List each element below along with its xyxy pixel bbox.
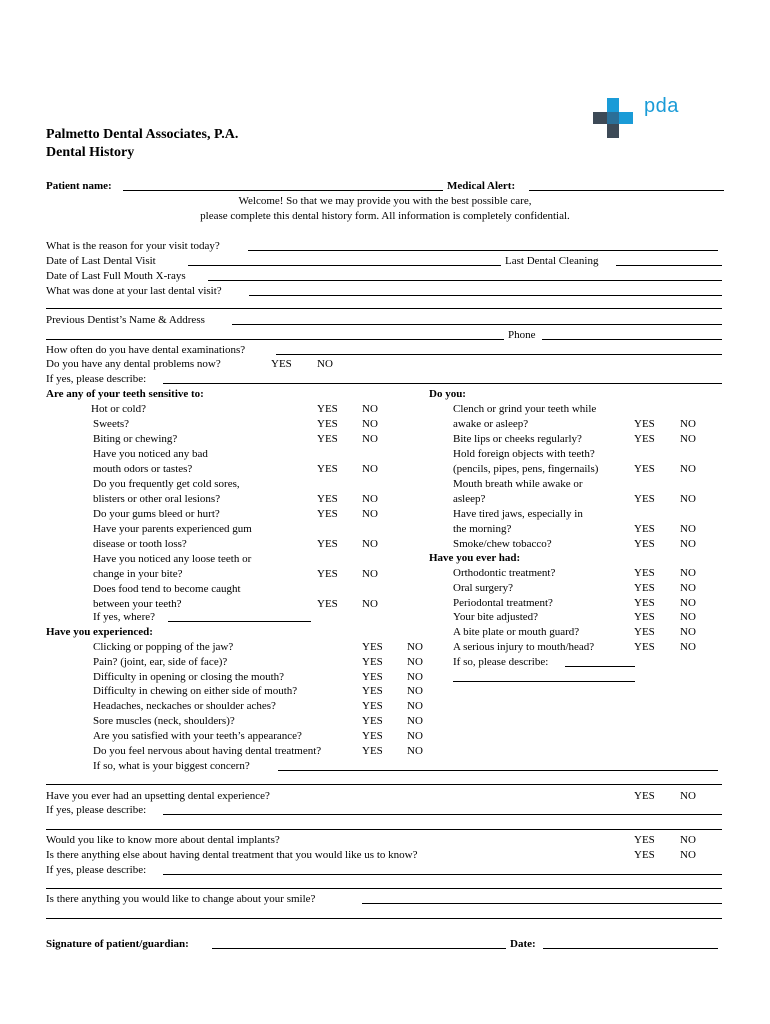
experienced-item-yes[interactable]: YES — [362, 744, 383, 757]
last-xrays-field[interactable] — [208, 280, 722, 281]
experienced-item-no[interactable]: NO — [407, 655, 423, 668]
patient-name-label: Patient name: — [46, 180, 112, 192]
phone-label: Phone — [508, 329, 536, 341]
last-done-field-2[interactable] — [46, 308, 722, 309]
problems-describe-label: If yes, please describe: — [46, 373, 147, 385]
medical-alert-field[interactable] — [529, 190, 724, 191]
do-you-item-yes[interactable]: YES — [634, 433, 655, 445]
sensitive-item-label: change in your bite? — [93, 568, 183, 580]
experienced-item-label: Sore muscles (neck, shoulders)? — [93, 715, 235, 727]
do-you-item-label: awake or asleep? — [453, 418, 529, 430]
date-field[interactable] — [543, 948, 718, 949]
change-smile-label: Is there anything you would like to change about your smile? — [46, 893, 316, 905]
sensitive-item-no[interactable]: NO — [362, 493, 378, 505]
last-cleaning-label: Last Dental Cleaning — [505, 255, 599, 267]
implants-label: Would you like to know more about dental implants? — [46, 834, 280, 846]
do-you-heading: Do you: — [429, 388, 466, 400]
experienced-item-label: Pain? (joint, ear, side of face)? — [93, 655, 228, 668]
concern-field-2[interactable] — [46, 784, 722, 785]
ever-had-item-no[interactable]: NO — [680, 641, 696, 653]
implants-no[interactable]: NO — [680, 834, 696, 846]
sensitive-item-no[interactable]: NO — [362, 568, 378, 580]
anything-else-describe-field[interactable] — [163, 874, 722, 875]
do-you-item-label: Smoke/chew tobacco? — [453, 538, 552, 550]
sensitive-heading: Are any of your teeth sensitive to: — [46, 388, 204, 400]
problems-now-yes[interactable]: YES — [271, 358, 292, 370]
sensitive-item-no[interactable]: NO — [362, 403, 378, 415]
last-xrays-label: Date of Last Full Mouth X-rays — [46, 270, 186, 282]
medical-alert-label: Medical Alert: — [447, 180, 516, 192]
concern-field[interactable] — [278, 770, 718, 771]
ever-had-item-label: Periodontal treatment? — [453, 596, 553, 609]
sensitive-item-label: Have your parents experienced gum — [93, 523, 252, 535]
do-you-item-label: Clench or grind your teeth while — [453, 403, 597, 415]
if-yes-where-label: If yes, where? — [93, 611, 155, 623]
experienced-item-no[interactable]: NO — [407, 744, 423, 757]
upsetting-no[interactable]: NO — [680, 790, 696, 802]
ever-had-item-no[interactable]: NO — [680, 581, 696, 594]
ever-had-item-no[interactable]: NO — [680, 611, 696, 624]
experienced-item-yes[interactable]: YES — [362, 670, 383, 683]
experienced-item-label: Are you satisfied with your teeth’s appearance? — [93, 729, 302, 742]
ever-had-item-label: Orthodontic treatment? — [453, 567, 556, 579]
welcome-line-2: please complete this dental history form. All information is completely confidential. — [200, 210, 570, 222]
sensitive-item-yes[interactable]: YES — [317, 598, 338, 610]
sensitive-item-label: blisters or other oral lesions? — [93, 493, 221, 505]
experienced-item-no[interactable]: NO — [407, 729, 423, 742]
experienced-item-yes[interactable]: YES — [362, 729, 383, 742]
sensitive-item-label: disease or tooth loss? — [93, 538, 187, 550]
experienced-item-label: Difficulty in chewing on either side of mouth? — [93, 685, 298, 698]
last-cleaning-field[interactable] — [616, 265, 722, 266]
upsetting-yes[interactable]: YES — [634, 790, 655, 802]
form-title: Dental History — [46, 145, 135, 160]
ever-had-item-no[interactable]: NO — [680, 626, 696, 639]
problems-now-label: Do you have any dental problems now? — [46, 358, 221, 370]
change-smile-field[interactable] — [362, 903, 722, 904]
patient-name-field[interactable] — [123, 190, 443, 191]
experienced-item-yes[interactable]: YES — [362, 655, 383, 668]
reason-field[interactable] — [248, 250, 718, 251]
do-you-item-no[interactable]: NO — [680, 538, 696, 550]
date-label: Date: — [510, 938, 536, 950]
experienced-item-no[interactable]: NO — [407, 715, 423, 727]
prev-dentist-field-2[interactable] — [46, 339, 504, 340]
experienced-item-label: Do you feel nervous about having dental treatment? — [93, 744, 322, 757]
sensitive-item-yes[interactable]: YES — [317, 508, 338, 520]
sensitive-item-label: mouth odors or tastes? — [93, 463, 193, 475]
last-visit-field[interactable] — [188, 265, 501, 266]
experienced-item-no[interactable]: NO — [407, 670, 423, 683]
logo-text: pda — [644, 95, 679, 117]
sensitive-item-yes[interactable]: YES — [317, 433, 338, 445]
prev-dentist-label: Previous Dentist’s Name & Address — [46, 314, 205, 326]
sensitive-item-label: Does food tend to become caught — [93, 583, 241, 595]
experienced-item-no[interactable]: NO — [407, 700, 423, 713]
welcome-line-1: Welcome! So that we may provide you with the best possible care, — [238, 195, 532, 207]
ever-had-item-yes[interactable]: YES — [634, 611, 655, 624]
do-you-item-label: asleep? — [453, 493, 486, 505]
sensitive-item-yes[interactable]: YES — [317, 538, 338, 550]
do-you-item-label: (pencils, pipes, pens, fingernails) — [453, 463, 599, 475]
problems-describe-field[interactable] — [163, 383, 722, 384]
signature-label: Signature of patient/guardian: — [46, 938, 189, 950]
sensitive-item-label: Do your gums bleed or hurt? — [93, 508, 220, 520]
experienced-item-yes[interactable]: YES — [362, 641, 383, 653]
phone-field[interactable] — [542, 339, 722, 340]
ever-had-item-yes[interactable]: YES — [634, 596, 655, 609]
concern-label: If so, what is your biggest concern? — [93, 760, 250, 772]
signature-field[interactable] — [212, 948, 506, 949]
experienced-item-yes[interactable]: YES — [362, 685, 383, 698]
how-often-label: How often do you have dental examinations? — [46, 344, 246, 356]
sensitive-item-no[interactable]: NO — [362, 598, 378, 610]
do-you-item-label: the morning? — [453, 523, 512, 535]
do-you-item-no[interactable]: NO — [680, 463, 696, 475]
do-you-item-no[interactable]: NO — [680, 493, 696, 505]
ever-had-item-no[interactable]: NO — [680, 596, 696, 609]
ever-had-item-yes[interactable]: YES — [634, 641, 655, 653]
sensitive-item-no[interactable]: NO — [362, 433, 378, 445]
experienced-item-no[interactable]: NO — [407, 641, 423, 653]
ever-had-item-yes[interactable]: YES — [634, 626, 655, 639]
experienced-item-label: Clicking or popping of the jaw? — [93, 641, 234, 653]
change-smile-field-2[interactable] — [46, 918, 722, 919]
upsetting-describe-field[interactable] — [163, 814, 722, 815]
do-you-item-yes[interactable]: YES — [634, 523, 655, 535]
pda-logo-icon — [593, 98, 633, 138]
ever-had-item-no[interactable]: NO — [680, 567, 696, 579]
do-you-item-yes[interactable]: YES — [634, 493, 655, 505]
anything-else-yes[interactable]: YES — [634, 849, 655, 861]
reason-label: What is the reason for your visit today? — [46, 240, 220, 252]
ever-had-describe-field-2[interactable] — [453, 681, 635, 682]
ever-had-item-label: A serious injury to mouth/head? — [453, 641, 595, 653]
do-you-item-label: Mouth breath while awake or — [453, 478, 583, 490]
ever-had-describe-field[interactable] — [565, 666, 635, 667]
ever-had-item-yes[interactable]: YES — [634, 581, 655, 594]
experienced-item-no[interactable]: NO — [407, 685, 423, 698]
problems-now-no[interactable]: NO — [317, 358, 333, 370]
ever-had-describe-label: If so, please describe: — [453, 656, 549, 668]
do-you-item-label: Hold foreign objects with teeth? — [453, 448, 595, 460]
experienced-item-yes[interactable]: YES — [362, 715, 383, 727]
company-name: Palmetto Dental Associates, P.A. — [46, 127, 239, 142]
do-you-item-no[interactable]: NO — [680, 523, 696, 535]
anything-else-no[interactable]: NO — [680, 849, 696, 861]
anything-else-label: Is there anything else about having dental treatment that you would like us to know? — [46, 849, 418, 861]
experienced-item-label: Headaches, neckaches or shoulder aches? — [93, 700, 276, 713]
prev-dentist-field[interactable] — [232, 324, 722, 325]
sensitive-item-no[interactable]: NO — [362, 538, 378, 550]
sensitive-item-label: Biting or chewing? — [93, 433, 178, 445]
sensitive-item-yes[interactable]: YES — [317, 418, 338, 430]
sensitive-item-no[interactable]: NO — [362, 463, 378, 475]
ever-had-heading: Have you ever had: — [429, 552, 521, 564]
ever-had-item-yes[interactable]: YES — [634, 567, 655, 579]
do-you-item-yes[interactable]: YES — [634, 463, 655, 475]
ever-had-item-label: Your bite adjusted? — [453, 611, 539, 624]
sensitive-item-label: Sweets? — [93, 418, 130, 430]
do-you-item-no[interactable]: NO — [680, 433, 696, 445]
do-you-item-yes[interactable]: YES — [634, 418, 655, 430]
last-done-label: What was done at your last dental visit? — [46, 285, 222, 297]
experienced-item-label: Difficulty in opening or closing the mouth? — [93, 670, 285, 683]
upsetting-describe-label: If yes, please describe: — [46, 804, 147, 816]
sensitive-item-no[interactable]: NO — [362, 508, 378, 520]
last-done-field[interactable] — [249, 295, 722, 296]
experienced-item-yes[interactable]: YES — [362, 700, 383, 713]
upsetting-label: Have you ever had an upsetting dental experience? — [46, 790, 270, 802]
sensitive-item-label: Have you noticed any bad — [93, 448, 208, 460]
anything-else-describe-label: If yes, please describe: — [46, 864, 147, 876]
sensitive-item-label: Have you noticed any loose teeth or — [93, 553, 252, 565]
do-you-item-label: Bite lips or cheeks regularly? — [453, 433, 582, 445]
sensitive-item-label: Do you frequently get cold sores, — [93, 478, 240, 490]
sensitive-item-yes[interactable]: YES — [317, 493, 338, 505]
do-you-item-yes[interactable]: YES — [634, 538, 655, 550]
sensitive-item-label: Hot or cold? — [91, 403, 146, 415]
last-visit-label: Date of Last Dental Visit — [46, 255, 156, 267]
sensitive-item-yes[interactable]: YES — [317, 463, 338, 475]
sensitive-item-label: between your teeth? — [93, 598, 182, 610]
sensitive-item-yes[interactable]: YES — [317, 403, 338, 415]
do-you-item-label: Have tired jaws, especially in — [453, 508, 583, 520]
experienced-heading: Have you experienced: — [46, 626, 153, 638]
sensitive-item-yes[interactable]: YES — [317, 568, 338, 580]
if-yes-where-field[interactable] — [168, 621, 311, 622]
implants-yes[interactable]: YES — [634, 834, 655, 846]
ever-had-item-label: A bite plate or mouth guard? — [453, 626, 580, 639]
how-often-field[interactable] — [276, 354, 722, 355]
ever-had-item-label: Oral surgery? — [453, 581, 513, 594]
do-you-item-no[interactable]: NO — [680, 418, 696, 430]
sensitive-item-no[interactable]: NO — [362, 418, 378, 430]
upsetting-describe-field-2[interactable] — [46, 829, 722, 830]
anything-else-describe-field-2[interactable] — [46, 888, 722, 889]
